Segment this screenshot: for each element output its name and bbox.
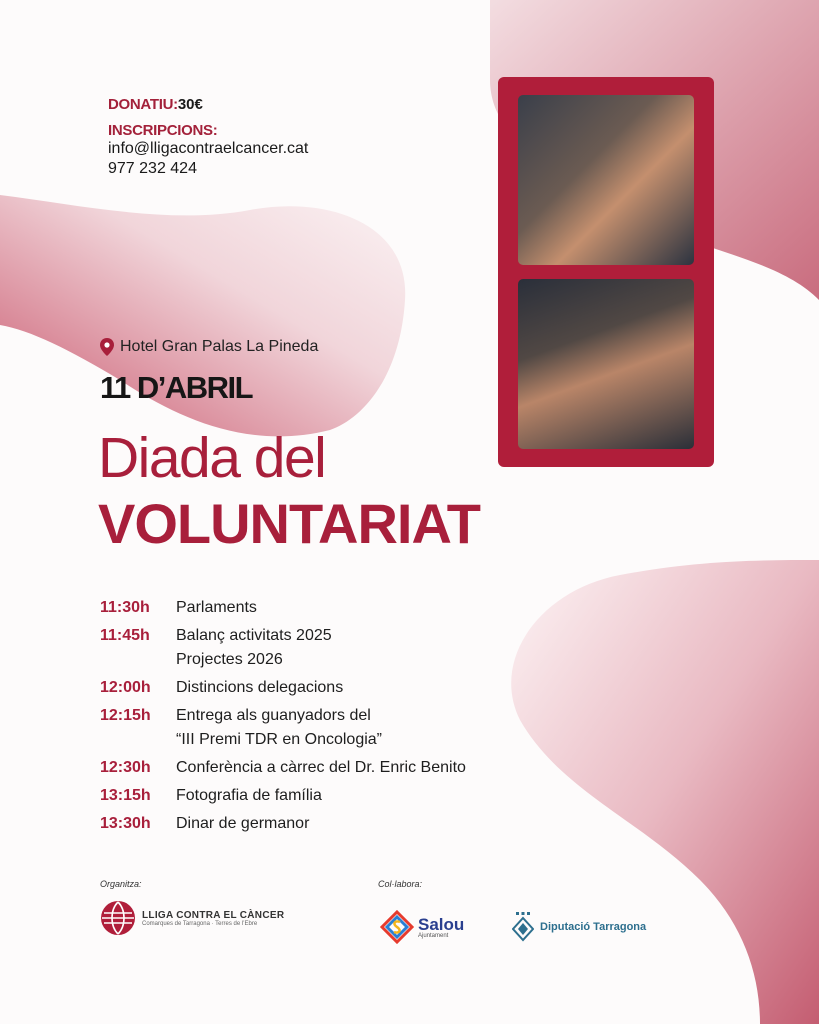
schedule-time: 13:30h	[100, 815, 151, 832]
photo-frame	[498, 77, 714, 467]
schedule-time: 12:30h	[100, 759, 151, 776]
event-date: 11 D’ABRIL	[100, 370, 253, 405]
photo-hands-circle	[518, 279, 694, 449]
schedule-desc: Distincions delegacions	[176, 679, 344, 696]
lliga-name: LLIGA CONTRA EL CÀNCER	[142, 909, 285, 921]
schedule-desc: Dinar de germanor	[176, 815, 310, 832]
diputacio-logo-icon	[512, 912, 534, 942]
registration-email[interactable]: info@lligacontraelcancer.cat	[108, 140, 309, 157]
location-text: Hotel Gran Palas La Pineda	[120, 338, 319, 355]
schedule-desc: Parlaments	[176, 599, 257, 616]
title-line-1: Diada del	[98, 426, 326, 490]
lliga-logo[interactable]	[100, 900, 284, 936]
salou-logo-icon	[380, 910, 414, 944]
title-line-2: VOLUNTARIAT	[98, 492, 480, 555]
schedule-time: 11:30h	[100, 599, 150, 616]
donation-value: 30€	[177, 96, 203, 113]
schedule	[100, 596, 556, 840]
schedule-desc: Entrega als guanyadors del “III Premi TDR en Oncologia”	[176, 707, 382, 748]
salou-subtitle: Ajuntament	[418, 932, 449, 939]
schedule-row	[100, 756, 556, 780]
donation-label: DONATIU:	[108, 96, 178, 113]
collaborator-label: Col·labora:	[378, 879, 423, 889]
schedule-desc: Conferència a càrrec del Dr. Enric Benito	[176, 759, 466, 776]
schedule-row	[100, 784, 556, 808]
diputacio-name: Diputació Tarragona	[540, 921, 647, 933]
schedule-time: 12:00h	[100, 679, 151, 696]
info-block	[108, 96, 308, 179]
schedule-time: 12:15h	[100, 707, 151, 724]
organizer-label: Organitza:	[100, 879, 142, 889]
schedule-row	[100, 596, 556, 620]
schedule-row	[100, 704, 556, 752]
blob-bottom-right	[511, 560, 819, 1024]
schedule-row	[100, 812, 556, 836]
lliga-globe-icon	[100, 900, 136, 936]
registration-label: INSCRIPCIONS:	[108, 122, 218, 139]
location-row	[100, 338, 318, 356]
schedule-row	[100, 676, 556, 700]
donation-row	[108, 96, 308, 114]
registration-phone[interactable]: 977 232 424	[108, 160, 197, 177]
map-pin-icon	[100, 338, 114, 356]
lliga-subtitle: Comarques de Tarragona · Terres de l’Ebre	[142, 920, 258, 927]
schedule-time: 11:45h	[100, 627, 150, 644]
salou-name: Salou	[418, 914, 465, 934]
schedule-time: 13:15h	[100, 787, 151, 804]
photo-hands-stacked	[518, 95, 694, 265]
diputacio-logo[interactable]	[512, 912, 646, 942]
salou-logo[interactable]	[380, 910, 464, 944]
schedule-row	[100, 624, 556, 672]
schedule-desc: Balanç activitats 2025 Projectes 2026	[176, 627, 332, 668]
schedule-desc: Fotografia de família	[176, 787, 322, 804]
